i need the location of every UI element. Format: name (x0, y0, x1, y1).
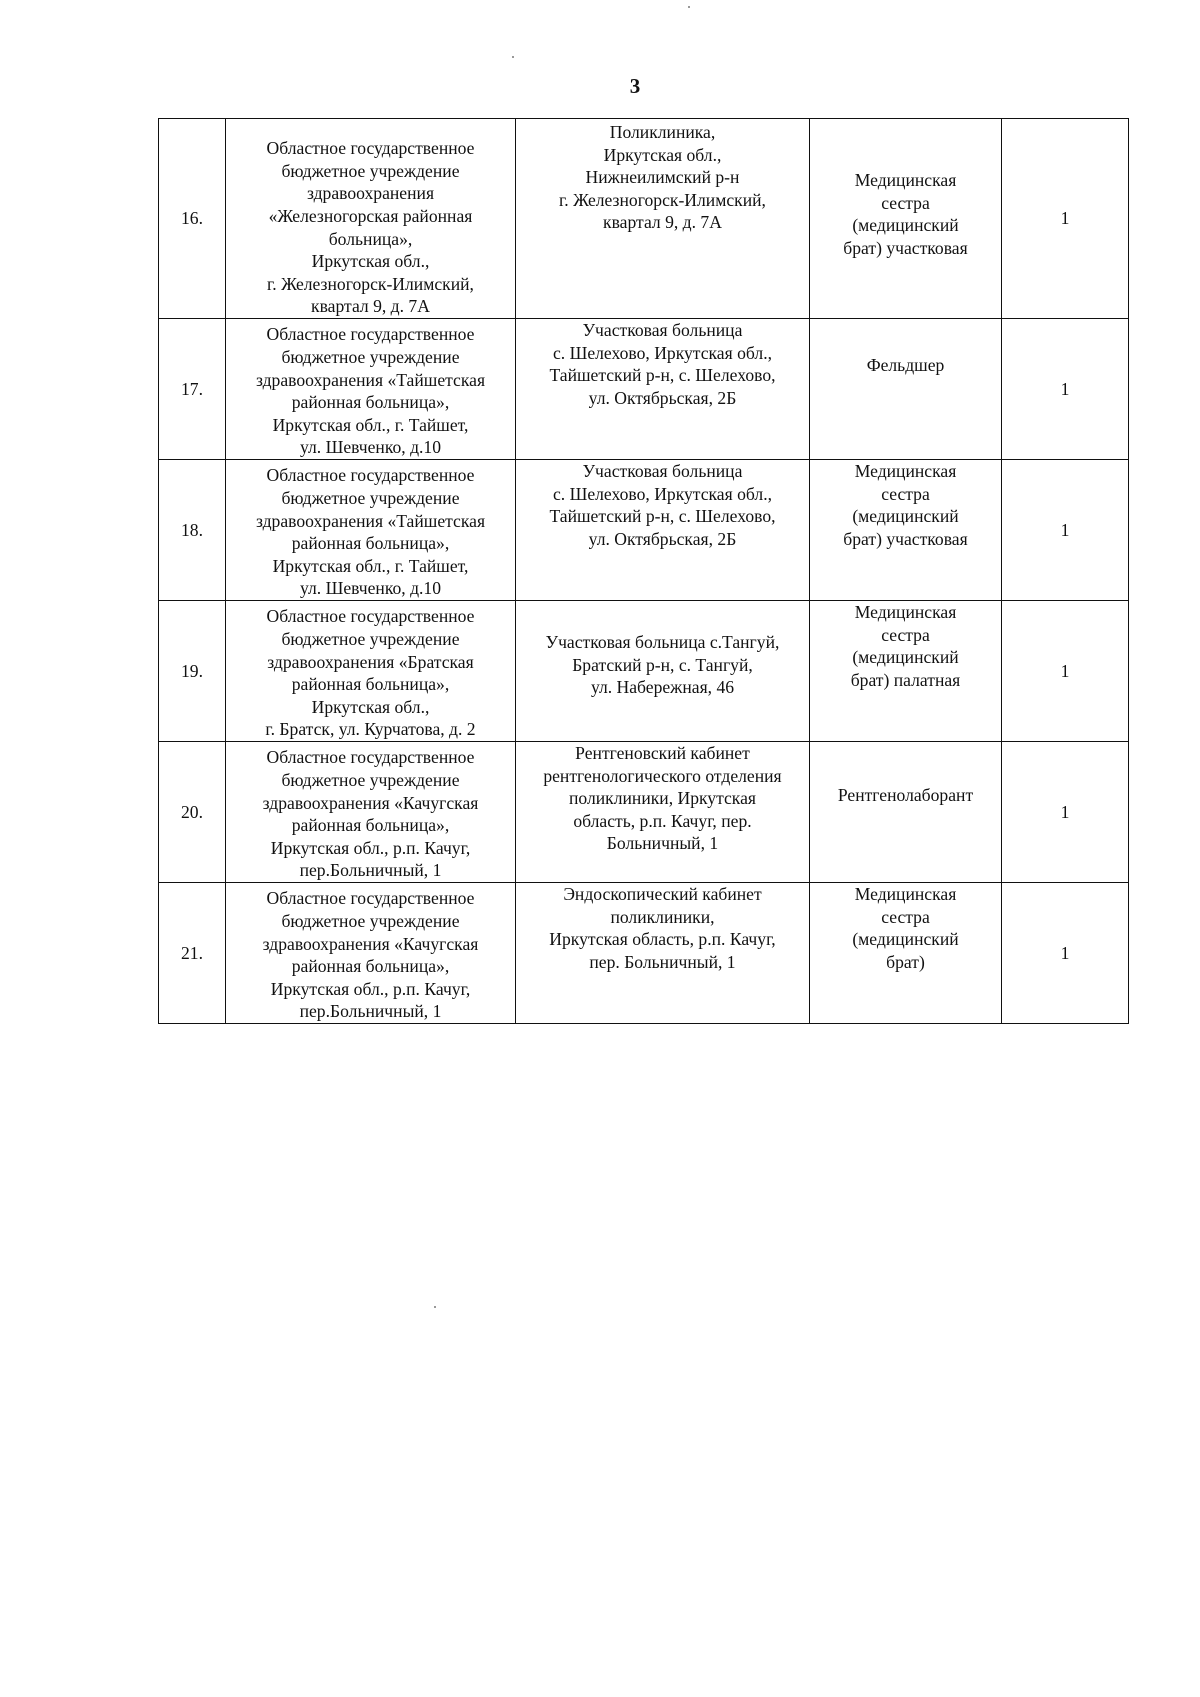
workplace-cell (516, 319, 810, 460)
workplace-line: квартал 9, д. 7А (603, 212, 722, 233)
organization-line: квартал 9, д. 7А (311, 296, 430, 317)
organization-line: Иркутская обл., (311, 696, 430, 717)
quantity-cell: 1 (1002, 742, 1129, 883)
workplace-line: Участковая больница с.Тангуй, (545, 632, 780, 652)
position-line: (медицинский (852, 215, 959, 236)
position-line: (медицинский (852, 647, 959, 668)
organization-line: Областное государственное (266, 138, 475, 159)
workplace-line: г. Железногорск-Илимский, (559, 189, 766, 210)
position-cell (810, 601, 1002, 742)
workplace-line: с. Шелехово, Иркутская обл., (552, 342, 772, 363)
organization-cell (226, 601, 516, 742)
organization-line: Областное государственное (266, 747, 475, 768)
row-number: 19. (159, 601, 226, 742)
table-row (159, 883, 1129, 1024)
organization-line: районная больница», (291, 674, 450, 695)
organization-line: районная больница», (291, 956, 450, 977)
workplace-line: область, р.п. Качуг, пер. (573, 810, 752, 831)
row-number: 20. (159, 742, 226, 883)
workplace-cell (516, 601, 810, 742)
position-line: Фельдшер (866, 355, 945, 375)
position-line: Медицинская (854, 170, 957, 190)
workplace-line: Тайшетский р-н, с. Шелехово, (549, 506, 776, 527)
scan-speck (434, 1306, 436, 1308)
organization-line: пер.Больничный, 1 (299, 1001, 442, 1022)
workplace-line: с. Шелехово, Иркутская обл., (552, 483, 772, 504)
organization-line: Иркутская обл., г. Тайшет, (272, 555, 469, 576)
quantity-cell: 1 (1002, 460, 1129, 601)
organization-line: г. Братск, ул. Курчатова, д. 2 (265, 719, 476, 740)
position-line: сестра (881, 483, 930, 504)
organization-line: районная больница», (291, 533, 450, 554)
organization-line: районная больница», (291, 815, 450, 836)
quantity-cell: 1 (1002, 601, 1129, 742)
organization-line: бюджетное учреждение (281, 488, 460, 509)
workplace-line: рентгенологического отделения (543, 765, 782, 786)
organization-line: Областное государственное (266, 465, 475, 486)
organization-line: бюджетное учреждение (281, 160, 460, 181)
organization-cell (226, 319, 516, 460)
position-line: брат) участковая (843, 237, 968, 258)
organization-line: «Железногорская районная (268, 206, 473, 227)
organization-line: г. Железногорск-Илимский, (267, 273, 474, 294)
workplace-line: Иркутская обл., (603, 144, 722, 165)
row-number: 16. (159, 119, 226, 319)
position-cell (810, 460, 1002, 601)
organization-cell (226, 119, 516, 319)
workplace-line: Поликлиника, (609, 122, 716, 142)
position-line: (медицинский (852, 506, 959, 527)
organization-line: ул. Шевченко, д.10 (299, 578, 442, 599)
organization-line: бюджетное учреждение (281, 770, 460, 791)
position-line: брат) (886, 951, 925, 972)
organization-line: больница», (328, 228, 413, 249)
position-line: Медицинская (854, 602, 957, 622)
workplace-line: Нижнеилимский р-н (585, 167, 740, 188)
organization-cell (226, 742, 516, 883)
organization-line: бюджетное учреждение (281, 347, 460, 368)
vacancy-table (158, 118, 1129, 1024)
workplace-line: Рентгеновский кабинет (575, 743, 750, 763)
position-line: Медицинская (854, 461, 957, 481)
table-row (159, 742, 1129, 883)
workplace-line: поликлиники, (610, 906, 715, 927)
position-line: сестра (881, 906, 930, 927)
organization-line: здравоохранения «Тайшетская (255, 369, 486, 390)
organization-line: Областное государственное (266, 606, 475, 627)
workplace-cell (516, 119, 810, 319)
organization-line: здравоохранения «Качугская (262, 792, 479, 813)
workplace-line: ул. Октябрьская, 2Б (588, 387, 737, 408)
table-row (159, 319, 1129, 460)
workplace-cell (516, 742, 810, 883)
workplace-cell (516, 460, 810, 601)
organization-line: Областное государственное (266, 324, 475, 345)
workplace-line: Участковая больница (582, 320, 743, 340)
organization-line: пер.Больничный, 1 (299, 860, 442, 881)
table-row (159, 601, 1129, 742)
organization-line: ул. Шевченко, д.10 (299, 437, 442, 458)
workplace-line: Участковая больница (582, 461, 743, 481)
position-cell (810, 883, 1002, 1024)
position-line: сестра (881, 624, 930, 645)
position-cell (810, 319, 1002, 460)
organization-line: здравоохранения «Качугская (262, 933, 479, 954)
organization-line: здравоохранения «Братская (267, 651, 474, 672)
organization-cell (226, 460, 516, 601)
workplace-line: Тайшетский р-н, с. Шелехово, (549, 365, 776, 386)
organization-line: Иркутская обл., г. Тайшет, (272, 414, 469, 435)
quantity-cell: 1 (1002, 319, 1129, 460)
position-line: Медицинская (854, 884, 957, 904)
workplace-line: ул. Набережная, 46 (590, 677, 735, 698)
organization-line: Иркутская обл., р.п. Качуг, (270, 837, 471, 858)
organization-line: бюджетное учреждение (281, 911, 460, 932)
table-row (159, 460, 1129, 601)
organization-line: Иркутская обл., (311, 251, 430, 272)
position-line: сестра (881, 192, 930, 213)
position-line: брат) участковая (843, 528, 968, 549)
organization-line: бюджетное учреждение (281, 629, 460, 650)
workplace-line: пер. Больничный, 1 (589, 951, 736, 972)
organization-line: районная больница», (291, 392, 450, 413)
row-number: 18. (159, 460, 226, 601)
row-number: 17. (159, 319, 226, 460)
organization-line: здравоохранения (306, 183, 435, 204)
scan-speck (688, 6, 690, 8)
page-number: 3 (629, 74, 641, 98)
quantity-cell: 1 (1002, 119, 1129, 319)
organization-cell (226, 883, 516, 1024)
table-row (159, 119, 1129, 319)
position-cell (810, 119, 1002, 319)
workplace-line: Эндоскопический кабинет (563, 884, 762, 904)
workplace-line: ул. Октябрьская, 2Б (588, 528, 737, 549)
scan-speck (512, 56, 514, 58)
organization-line: здравоохранения «Тайшетская (255, 510, 486, 531)
workplace-line: поликлиники, Иркутская (568, 788, 756, 809)
workplace-cell (516, 883, 810, 1024)
workplace-line: Братский р-н, с. Тангуй, (572, 654, 753, 675)
organization-line: Областное государственное (266, 888, 475, 909)
workplace-line: Больничный, 1 (606, 833, 719, 854)
position-line: (медицинский (852, 929, 959, 950)
workplace-line: Иркутская область, р.п. Качуг, (549, 929, 776, 950)
position-cell (810, 742, 1002, 883)
position-line: брат) палатная (850, 669, 961, 690)
row-number: 21. (159, 883, 226, 1024)
organization-line: Иркутская обл., р.п. Качуг, (270, 978, 471, 999)
table-body (159, 119, 1129, 1024)
quantity-cell: 1 (1002, 883, 1129, 1024)
position-line: Рентгенолаборант (837, 785, 974, 805)
